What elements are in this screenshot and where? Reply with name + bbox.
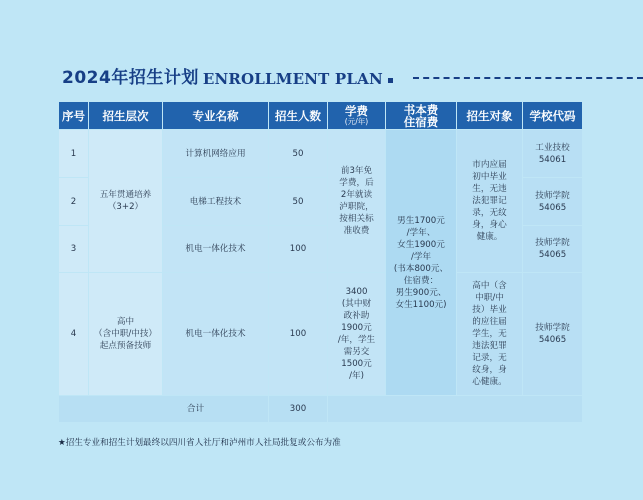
cell-level-five-year	[89, 130, 163, 273]
level-line: 高中	[116, 317, 135, 327]
books-line: 女生1100元)	[395, 299, 447, 310]
tuition-line: 前3年免	[340, 166, 373, 176]
level-line: 起点预备技师	[99, 341, 152, 351]
cell-major: 电梯工程技术	[163, 178, 269, 226]
target-line: 纹身，身	[472, 365, 507, 375]
code-number: 54065	[538, 250, 567, 260]
cell-target-junior	[457, 130, 523, 273]
tuition-line: /年)	[349, 371, 364, 381]
cell-level-senior	[89, 273, 163, 396]
header-level: 招生层次	[89, 102, 163, 130]
target-line: 生，无违	[472, 184, 507, 194]
tuition-line: 需另交	[343, 347, 370, 357]
cell-index: 2	[59, 178, 89, 226]
total-empty	[328, 396, 583, 423]
books-line: 住宿费：	[403, 275, 439, 286]
tuition-line: 准收费	[343, 226, 370, 236]
tuition-line: (其中财	[341, 299, 372, 309]
tuition-line: /年，学生	[337, 335, 376, 345]
cell-tuition-senior	[328, 273, 386, 396]
title-english: ENROLLMENT PLAN	[202, 70, 383, 88]
header-tuition-label: 学费	[345, 104, 368, 118]
target-line: 学生，无	[472, 329, 507, 339]
target-line: 中职/中	[475, 293, 504, 303]
cell-code	[523, 273, 583, 396]
code-school: 技师学院	[535, 190, 570, 201]
cell-count: 100	[269, 273, 328, 396]
books-line: (书本800元、	[393, 263, 449, 274]
code-school: 工业技校	[535, 142, 570, 153]
enrollment-plan-table	[58, 101, 583, 423]
cell-index: 3	[59, 226, 89, 273]
header-major: 专业名称	[163, 102, 269, 130]
cell-major: 计算机网络应用	[163, 130, 269, 178]
cell-count: 50	[269, 178, 328, 226]
total-value: 300	[269, 396, 328, 423]
cell-tuition-five-year	[328, 130, 386, 273]
title-dashed-line	[413, 77, 643, 79]
header-tuition	[328, 102, 386, 130]
level-line: （3+2）	[107, 202, 144, 212]
tuition-line: 1900元	[341, 323, 372, 333]
level-line: 五年贯通培养	[99, 190, 152, 200]
table-row	[59, 273, 583, 396]
header-books	[386, 102, 457, 130]
target-line: 心健康。	[472, 377, 507, 387]
tuition-line: 泸职院，	[339, 202, 374, 212]
code-number: 54065	[538, 335, 567, 345]
cell-major: 机电一体化技术	[163, 226, 269, 273]
books-line: 男生1700元	[397, 215, 445, 226]
cell-books-lodging	[386, 130, 457, 396]
tuition-line: 政补助	[343, 311, 370, 321]
books-line: 男生900元、	[395, 287, 447, 298]
header-target: 招生对象	[457, 102, 523, 130]
target-line: 录，无纹	[472, 208, 507, 218]
code-school: 技师学院	[535, 323, 570, 333]
header-count: 招生人数	[269, 102, 328, 130]
header-books-line2: 住宿费	[403, 114, 439, 129]
target-line: 初中毕业	[472, 172, 507, 182]
books-line: 女生1900元	[397, 239, 445, 250]
header-index: 序号	[59, 102, 89, 130]
total-label	[59, 396, 269, 423]
tuition-line: 2年就读	[340, 190, 373, 200]
cell-count: 50	[269, 130, 328, 178]
cell-code	[523, 226, 583, 273]
target-line: 记录，无	[472, 353, 507, 363]
target-line: 高中（含	[472, 281, 507, 291]
cell-major: 机电一体化技术	[163, 273, 269, 396]
cell-count: 100	[269, 226, 328, 273]
cell-index: 1	[59, 130, 89, 178]
target-line: 法犯罪记	[472, 196, 507, 206]
cell-target-senior	[457, 273, 523, 396]
cell-code	[523, 130, 583, 178]
target-line: 违法犯罪	[472, 341, 507, 351]
target-line: 身，身心	[472, 220, 507, 230]
table-header-row	[59, 102, 583, 130]
code-number: 54065	[538, 202, 567, 213]
tuition-line: 3400	[345, 287, 368, 297]
total-row	[59, 396, 583, 423]
table-row	[59, 130, 583, 178]
target-line: 健康。	[476, 232, 503, 242]
footnote: ★招生专业和招生计划最终以四川省人社厅和泸州市人社局批复或公布为准	[58, 438, 341, 448]
cell-index: 4	[59, 273, 89, 396]
level-line: （含中职/中技）	[93, 329, 158, 339]
page-title	[62, 58, 393, 88]
total-label-text: 合计	[186, 404, 205, 414]
target-line: 的应往届	[472, 317, 507, 327]
target-line: 市内应届	[472, 160, 507, 170]
tuition-line: 1500元	[341, 359, 372, 369]
target-line: 技）毕业	[472, 305, 507, 315]
cell-code	[523, 178, 583, 226]
code-number: 54061	[538, 154, 567, 165]
title-dot-decoration	[388, 78, 393, 83]
code-school: 技师学院	[535, 238, 570, 248]
header-tuition-unit: (元/年)	[344, 117, 369, 126]
tuition-line: 按相关标	[339, 214, 374, 224]
tuition-line: 学费，后	[339, 178, 374, 188]
title-chinese: 2024年招生计划	[62, 68, 199, 88]
header-books-line1: 书本费	[403, 102, 439, 117]
books-line: /学年、	[406, 227, 436, 238]
books-line: /学年	[410, 251, 432, 262]
header-code: 学校代码	[523, 102, 583, 130]
